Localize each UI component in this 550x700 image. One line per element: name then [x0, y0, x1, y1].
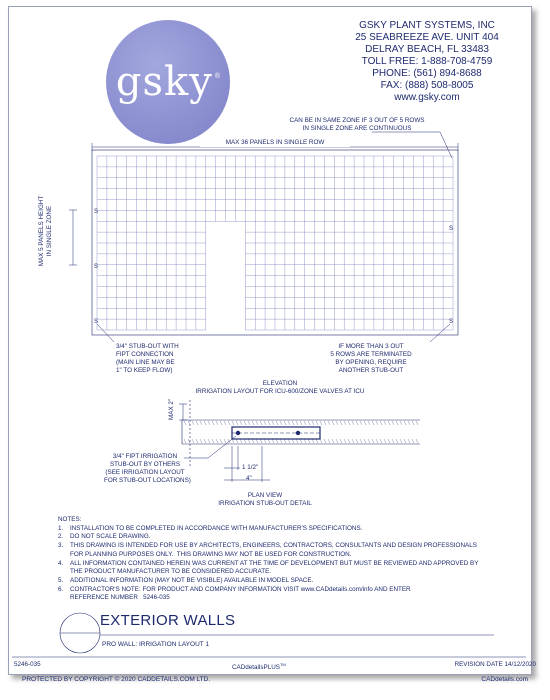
hatch-line	[360, 439, 362, 443]
hatch-line	[244, 421, 246, 425]
copyright-notice: PROTECTED BY COPYRIGHT © 2020 CADDETAILS.COM LTD.	[22, 676, 211, 683]
company-address-2: DELRAY BEACH, FL 33483	[365, 44, 489, 55]
hatch-line	[216, 421, 218, 425]
panel-grid	[97, 156, 453, 330]
hatch-line	[404, 421, 406, 425]
note-text: ADDITIONAL INFORMATION (MAY NOT BE VISIBLE) AVAILABLE IN MODEL SPACE.	[70, 576, 314, 584]
hatch-line	[272, 421, 274, 425]
hatch-line	[228, 421, 230, 425]
hatch-line	[324, 439, 326, 443]
hatch-line	[400, 439, 402, 443]
hatch-line	[352, 439, 354, 443]
top-note-line-1: CAN BE IN SAME ZONE IF 3 OUT OF 5 ROWS	[289, 117, 425, 124]
hatch-line	[268, 439, 270, 443]
hatch-line	[380, 439, 382, 443]
hatch-line	[284, 439, 286, 443]
max-panels-height-label	[38, 186, 54, 276]
top-note	[262, 117, 452, 133]
stub-left-line-3: (MAIN LINE MAY BE	[116, 359, 175, 366]
plan-stub-line-1: 3/4" FIPT IRRIGATION	[112, 453, 178, 460]
hatch-line	[364, 439, 366, 443]
plan-caption-title: PLAN VIEW	[247, 492, 283, 499]
stub-right-note	[316, 343, 426, 375]
hatch-line	[312, 421, 314, 425]
hatch-line	[404, 439, 406, 443]
hatch-line	[296, 421, 298, 425]
hatch-line	[248, 439, 250, 443]
notes-list	[58, 525, 478, 603]
hatch-line	[380, 421, 382, 425]
hatch-line	[208, 439, 210, 443]
max-2-label: MAX 2"	[168, 398, 175, 420]
hatch-line	[304, 439, 306, 443]
note-item	[58, 542, 478, 559]
plan-stub-line-3: (SEE IRRIGATION LAYOUT	[105, 469, 185, 476]
note-item	[58, 533, 478, 542]
hatch-line	[408, 439, 410, 443]
notes-heading: NOTES:	[58, 516, 82, 523]
hatch-line	[352, 421, 354, 425]
hatch-line	[356, 421, 358, 425]
hatch-line	[324, 421, 326, 425]
hatch-line	[340, 439, 342, 443]
hatch-line	[348, 439, 350, 443]
plan-view-detail	[182, 400, 420, 466]
hatch-line	[264, 421, 266, 425]
hatch-line	[256, 439, 258, 443]
hatch-line	[208, 421, 210, 425]
drawing-subtitle: PRO WALL: IRRIGATION LAYOUT 1	[102, 641, 210, 648]
hatch-line	[348, 421, 350, 425]
caddetails-plus-label	[232, 661, 286, 672]
hatch-line	[300, 439, 302, 443]
s-marker: S	[93, 209, 99, 215]
hatch-line	[288, 439, 290, 443]
hatch-line	[248, 421, 250, 425]
hatch-line	[192, 439, 194, 443]
hatch-line	[364, 421, 366, 425]
hatch-line	[276, 439, 278, 443]
hatch-line	[244, 439, 246, 443]
hatch-line	[184, 421, 186, 425]
hatch-line	[252, 421, 254, 425]
plan-caption-sub: IRRIGATION STUB-OUT DETAIL	[218, 500, 312, 507]
hatch-line	[332, 421, 334, 425]
note-number: 4.	[58, 559, 64, 567]
hatch-line	[196, 439, 198, 443]
hatch-line	[384, 421, 386, 425]
hatch-line	[316, 421, 318, 425]
s-marker: S	[448, 319, 454, 325]
hatch-line	[216, 439, 218, 443]
hatch-line	[268, 421, 270, 425]
stub-out-markers	[94, 209, 453, 325]
company-fax: FAX: (888) 508-8005	[380, 80, 474, 91]
hatch-line	[376, 439, 378, 443]
hatch-line	[336, 421, 338, 425]
hatch-line	[264, 439, 266, 443]
general-notes	[58, 516, 478, 603]
stub-right-line-1: IF MORE THAN 3 OUT	[338, 343, 404, 350]
hatch-line	[232, 421, 234, 425]
hatch-line	[328, 421, 330, 425]
hatch-line	[300, 421, 302, 425]
hatch-line	[236, 439, 238, 443]
dimension-4-label: 4"	[246, 475, 252, 482]
hatch-line	[204, 439, 206, 443]
height-label-line-2: IN SINGLE ZONE	[46, 205, 53, 257]
note-number: 1.	[58, 524, 64, 532]
hatch-line	[344, 421, 346, 425]
hatch-line	[236, 421, 238, 425]
max-2-dimension	[179, 404, 187, 420]
hatch-line	[368, 439, 370, 443]
plan-stub-note	[104, 453, 191, 485]
hatch-line	[260, 421, 262, 425]
hatch-line	[372, 421, 374, 425]
hatch-line	[224, 439, 226, 443]
note-item	[58, 577, 478, 586]
hatch-line	[292, 439, 294, 443]
hatch-line	[400, 421, 402, 425]
note-number: 2.	[58, 533, 64, 541]
hatch-line	[212, 439, 214, 443]
hatch-line	[200, 439, 202, 443]
max-panels-row-label: MAX 36 PANELS IN SINGLE ROW	[200, 139, 350, 147]
hatch-line	[392, 421, 394, 425]
hatch-line	[388, 439, 390, 443]
company-phone: PHONE: (561) 894-8688	[372, 68, 482, 79]
hatch-line	[344, 439, 346, 443]
plan-stub-line-4: FOR STUB-OUT LOCATIONS)	[104, 477, 191, 484]
company-name: GSKY PLANT SYSTEMS, INC	[359, 20, 495, 31]
registered-mark: ®	[214, 72, 221, 80]
hatch-line	[252, 439, 254, 443]
company-tollfree: TOLL FREE: 1-888-708-4759	[361, 56, 493, 67]
plan-view-caption	[190, 492, 340, 508]
logo-text: gsky	[115, 59, 213, 105]
stub-left-line-2: FIPT CONNECTION	[116, 351, 174, 358]
hatch-line	[184, 439, 186, 443]
note-number: 5.	[58, 576, 64, 584]
note-text: INSTALLATION TO BE COMPLETED IN ACCORDANCE WITH MANUFACTURER'S SPECIFICATIONS.	[70, 524, 363, 532]
note-item	[58, 586, 478, 603]
note-text: ALL INFORMATION CONTAINED HEREIN WAS CURRENT AT THE TIME OF DEVELOPMENT BUT MUST BE REVIEWED AND APPROVED BY THE PRODUCT MANUFACTURER TO BE CONSIDERED ACCURATE.	[70, 559, 479, 576]
hatch-line	[376, 421, 378, 425]
hatch-line	[212, 421, 214, 425]
hatch-line	[232, 439, 234, 443]
hatch-line	[320, 421, 322, 425]
hatch-line	[280, 421, 282, 425]
hatch-line	[388, 421, 390, 425]
note-text: DO NOT SCALE DRAWING.	[70, 533, 151, 541]
hatch-line	[356, 439, 358, 443]
s-marker: S	[93, 319, 99, 325]
revision-date: REVISION DATE 14/12/2020	[454, 661, 536, 668]
hatch-line	[396, 439, 398, 443]
note-item	[58, 560, 478, 577]
top-note-leader	[372, 132, 452, 158]
hatch-line	[340, 421, 342, 425]
hatch-line	[408, 421, 410, 425]
height-dimension	[69, 210, 77, 265]
bottom-leaders	[97, 324, 450, 342]
plan-stub-line-2: STUB-OUT BY OTHERS	[109, 461, 181, 468]
hatch-line	[200, 421, 202, 425]
note-text: CONTRACTOR'S NOTE: FOR PRODUCT AND COMPANY INFORMATION VISIT www.CADdetails.com/info AND ENTER REFERENCE NUMBER 5246-035	[70, 585, 411, 602]
hatch-line	[304, 421, 306, 425]
hatch-line	[308, 421, 310, 425]
stub-left-note	[116, 343, 179, 375]
hatch-line	[296, 439, 298, 443]
hatch-line	[372, 439, 374, 443]
top-note-line-2: IN SINGLE ZONE ARE CONTINUOUS	[302, 125, 412, 132]
height-label-line-1: MAX 5 PANELS HEIGHT	[38, 195, 45, 267]
hatch-line	[220, 421, 222, 425]
caddetails-plus-text: CADdetailsPLUS	[232, 664, 280, 672]
company-address-1: 25 SEABREEZE AVE. UNIT 404	[355, 32, 499, 43]
hatch-line	[220, 439, 222, 443]
hatch-line	[412, 421, 414, 425]
hatch-line	[360, 421, 362, 425]
s-marker: S	[93, 264, 99, 270]
note-text: THIS DRAWING IS INTENDED FOR USE BY ARCHITECTS, ENGINEERS, CONTRACTORS, CONSULTANTS AND DESIGN PROFESSIONALS FOR PLANNING PURPOSES ONLY. THIS DRAWING MAY NOT BE USED FOR CONSTRUCTION.	[70, 542, 477, 558]
elevation-caption-title: ELEVATION	[262, 380, 298, 387]
hatch-line	[292, 421, 294, 425]
hatch-line	[332, 439, 334, 443]
hatch-line	[328, 439, 330, 443]
note-number: 6.	[58, 585, 64, 593]
plan-hatching	[184, 421, 418, 443]
stub-right-line-3: BY OPENING, REQUIRE	[335, 359, 407, 366]
hatch-line	[192, 421, 194, 425]
drawing-title: EXTERIOR WALLS	[100, 612, 236, 629]
stub-right-line-4: ANOTHER STUB-OUT	[338, 367, 404, 374]
hatch-line	[260, 439, 262, 443]
hatch-line	[224, 421, 226, 425]
stub-left-line-1: 3/4" STUB-OUT WITH	[116, 343, 179, 350]
hatch-line	[368, 421, 370, 425]
company-website[interactable]: www.gsky.com	[394, 92, 460, 103]
hatch-line	[308, 439, 310, 443]
elevation-caption	[170, 380, 390, 396]
hatch-line	[240, 421, 242, 425]
hatch-line	[320, 439, 322, 443]
stub-right-line-2: 5 ROWS ARE TERMINATED	[330, 351, 412, 358]
hatch-line	[416, 421, 418, 425]
elevation-caption-sub: IRRIGATION LAYOUT FOR ICU-600/ZONE VALVES AT ICU	[195, 388, 365, 395]
dimension-1-5-label: 1 1/2"	[242, 464, 259, 471]
hatch-line	[240, 439, 242, 443]
stub-left-line-4: 1" TO KEEP FLOW)	[116, 367, 173, 374]
caddetails-link[interactable]: CADdetails.com	[481, 676, 528, 683]
hatch-line	[276, 421, 278, 425]
hatch-line	[412, 439, 414, 443]
reference-number: 5246-035	[14, 661, 41, 668]
note-number: 3.	[58, 542, 64, 550]
hatch-line	[312, 439, 314, 443]
hatch-line	[204, 421, 206, 425]
trademark-mark: TM	[279, 662, 286, 667]
hatch-line	[196, 421, 198, 425]
hatch-line	[256, 421, 258, 425]
hatch-line	[272, 439, 274, 443]
hatch-line	[392, 439, 394, 443]
hatch-line	[384, 439, 386, 443]
hatch-line	[280, 439, 282, 443]
hatch-line	[396, 421, 398, 425]
hatch-line	[416, 439, 418, 443]
hatch-line	[284, 421, 286, 425]
note-item	[58, 525, 478, 534]
hatch-line	[288, 421, 290, 425]
hatch-line	[336, 439, 338, 443]
hatch-line	[316, 439, 318, 443]
s-marker: S	[448, 226, 454, 232]
